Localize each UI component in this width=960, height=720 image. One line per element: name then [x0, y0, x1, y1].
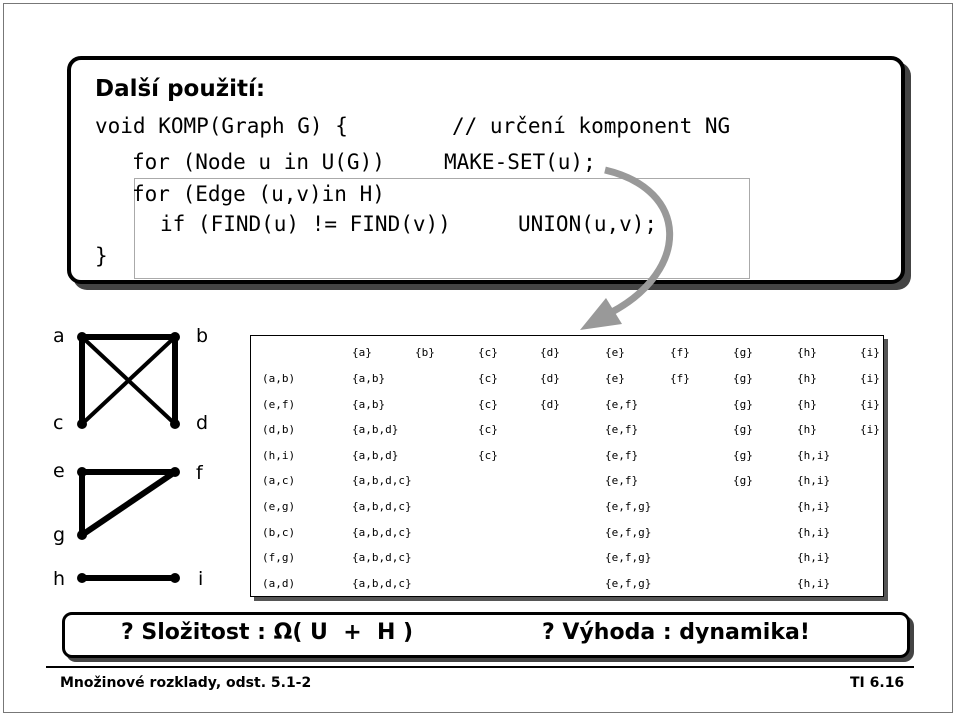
table-header-cell: {b} — [415, 346, 435, 359]
table-cell: {i} — [860, 423, 880, 436]
table-cell: {h,i} — [797, 449, 831, 462]
node-c — [77, 419, 87, 429]
table-cell: {a,b} — [352, 372, 386, 385]
table-cell: {a,b,d,c} — [352, 551, 412, 564]
table-edge-label: (b,c) — [262, 526, 296, 539]
edge-f-g — [82, 472, 175, 535]
code-line-if: if (FIND(u) != FIND(v)) — [160, 212, 451, 236]
code-comment: // určení komponent NG — [452, 114, 731, 138]
table-cell: {h,i} — [797, 551, 831, 564]
table-cell: {a,b,d} — [352, 449, 399, 462]
node-label-i: i — [198, 568, 204, 590]
advantage-text: ? Výhoda : dynamika! — [542, 620, 810, 645]
table-edge-label: (h,i) — [262, 449, 296, 462]
table-cell: {a,b,d} — [352, 423, 399, 436]
table-cell: {a,b} — [352, 398, 386, 411]
table-cell: {h} — [797, 372, 817, 385]
node-label-b: b — [196, 325, 209, 347]
table-cell: {c} — [478, 398, 498, 411]
table-header-cell: {d} — [540, 346, 560, 359]
table-cell: {g} — [733, 449, 753, 462]
table-header-cell: {c} — [478, 346, 498, 359]
node-d — [170, 419, 180, 429]
table-cell: {h,i} — [797, 526, 831, 539]
table-cell: {g} — [733, 372, 753, 385]
table-cell: {c} — [478, 449, 498, 462]
table-cell: {h,i} — [797, 577, 831, 590]
table-edge-label: (a,d) — [262, 577, 296, 590]
table-cell: {a,b,d,c} — [352, 577, 412, 590]
table-cell: {g} — [733, 398, 753, 411]
table-header-cell: {f} — [670, 346, 690, 359]
code-makeset: MAKE-SET(u); — [444, 150, 596, 174]
table-cell: {g} — [733, 423, 753, 436]
node-label-d: d — [196, 412, 209, 434]
table-cell: {i} — [860, 372, 880, 385]
table-cell: {e,f,g} — [605, 551, 652, 564]
table-cell: {a,b,d,c} — [352, 474, 412, 487]
node-h — [77, 573, 87, 583]
table-edge-label: (a,b) — [262, 372, 296, 385]
table-cell: {a,b,d,c} — [352, 526, 412, 539]
table-edge-label: (d,b) — [262, 423, 296, 436]
table-header-cell: {a} — [352, 346, 372, 359]
table-edge-label: (e,f) — [262, 398, 296, 411]
node-i — [170, 573, 180, 583]
code-union: UNION(u,v); — [518, 212, 658, 236]
table-cell: {e,f} — [605, 449, 639, 462]
table-cell: {e,f,g} — [605, 577, 652, 590]
node-label-h: h — [53, 568, 66, 590]
table-edge-label: (f,g) — [262, 551, 296, 564]
footer-left: Množinové rozklady, odst. 5.1-2 — [60, 675, 312, 691]
code-close-brace: } — [95, 244, 108, 268]
complexity-text: ? Složitost : Ω( U + H ) — [121, 620, 414, 645]
table-edge-label: (e,g) — [262, 500, 296, 513]
footer-right: TI 6.16 — [850, 675, 905, 691]
table-cell: {h,i} — [797, 500, 831, 513]
table-cell: {f} — [670, 372, 690, 385]
table-cell: {e,f} — [605, 423, 639, 436]
table-cell: {g} — [733, 474, 753, 487]
node-a — [77, 332, 87, 342]
table-edge-label: (a,c) — [262, 474, 296, 487]
code-line-signature: void KOMP(Graph G) { — [95, 114, 348, 138]
table-cell: {e,f,g} — [605, 500, 652, 513]
node-label-c: c — [53, 412, 64, 434]
node-label-g: g — [53, 524, 66, 546]
table-cell: {e,f} — [605, 474, 639, 487]
node-label-f: f — [196, 462, 203, 484]
code-line-for-edges: for (Edge (u,v)in H) — [132, 182, 385, 206]
table-cell: {h} — [797, 398, 817, 411]
table-header-cell: {e} — [605, 346, 625, 359]
code-title: Další použití: — [95, 76, 266, 102]
table-header-cell: {i} — [860, 346, 880, 359]
union-find-table — [250, 335, 884, 597]
footer-divider — [46, 666, 914, 668]
table-cell: {i} — [860, 398, 880, 411]
table-cell: {e,f,g} — [605, 526, 652, 539]
table-header-cell: {h} — [797, 346, 817, 359]
node-label-e: e — [53, 460, 65, 482]
node-e — [77, 467, 87, 477]
table-cell: {a,b,d,c} — [352, 500, 412, 513]
table-cell: {e,f} — [605, 398, 639, 411]
table-cell: {h,i} — [797, 474, 831, 487]
table-cell: {d} — [540, 398, 560, 411]
node-g — [77, 530, 87, 540]
table-cell: {c} — [478, 423, 498, 436]
table-cell: {c} — [478, 372, 498, 385]
code-line-for-nodes: for (Node u in U(G)) — [132, 150, 385, 174]
table-cell: {e} — [605, 372, 625, 385]
table-cell: {d} — [540, 372, 560, 385]
node-b — [170, 332, 180, 342]
table-header-cell: {g} — [733, 346, 753, 359]
table-cell: {h} — [797, 423, 817, 436]
node-label-a: a — [53, 325, 65, 347]
node-f — [170, 467, 180, 477]
